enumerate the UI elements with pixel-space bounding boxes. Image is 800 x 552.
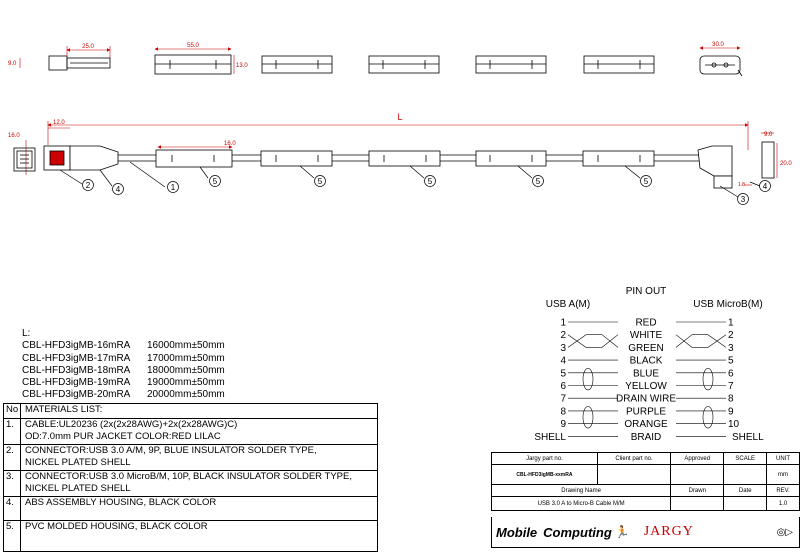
pin-right-number: 5 bbox=[728, 355, 734, 367]
wire-color-label: YELLOW bbox=[625, 381, 667, 392]
ferrite-detail-3 bbox=[369, 56, 439, 73]
tb-client-part-no-label: Client part no. bbox=[597, 453, 670, 465]
length-value: 19000mm±50mm bbox=[147, 377, 225, 389]
pin-right-number: 10 bbox=[728, 419, 740, 431]
dim-micro-w: 9.0 bbox=[764, 132, 773, 138]
ferrite-detail-2 bbox=[262, 56, 332, 73]
material-desc bbox=[21, 471, 352, 496]
logo-jargy: JARGY bbox=[643, 524, 694, 539]
length-value: 17000mm±50mm bbox=[147, 352, 225, 364]
pin-right-number: 1 bbox=[728, 317, 734, 329]
projection-symbol-icon: ◎▷ bbox=[776, 526, 793, 538]
pin-left-number: 8 bbox=[560, 406, 566, 418]
material-line: NICKEL PLATED SHELL bbox=[25, 482, 131, 494]
tb-drawing-name-value: USB 3.0 A to Micro-B Cable M/M bbox=[492, 497, 671, 511]
material-desc bbox=[21, 445, 317, 470]
wire-color-label: DRAIN WIRE bbox=[616, 393, 676, 405]
callout-1: 1 bbox=[170, 183, 176, 192]
pin-left-number: 7 bbox=[560, 393, 566, 405]
dim-micro-h: 20.0 bbox=[780, 161, 792, 167]
wire-color-label: BLUE bbox=[632, 368, 660, 380]
ferrite-detail-1 bbox=[155, 55, 231, 74]
material-no: 3. bbox=[4, 471, 21, 496]
material-desc bbox=[21, 497, 216, 520]
part-number: CBL-HFD3igMB-17mRA bbox=[22, 352, 131, 364]
tb-drawing-name-label: Drawing Name bbox=[492, 485, 671, 497]
length-value: 20000mm±50mm bbox=[147, 389, 225, 401]
material-desc bbox=[21, 521, 208, 551]
material-line: PVC MOLDED HOUSING, BLACK COLOR bbox=[25, 521, 208, 532]
wire-color-label: WHITE bbox=[629, 330, 663, 342]
dim-micro-len: 30.0 bbox=[712, 42, 724, 48]
pin-left-number: 3 bbox=[560, 342, 566, 354]
pin-right-number: 2 bbox=[728, 330, 734, 342]
materials-title: MATERIALS LIST: bbox=[25, 404, 103, 415]
wire-color-label: BLACK bbox=[629, 355, 663, 367]
shield-ellipse bbox=[583, 368, 593, 390]
material-no: 4. bbox=[4, 497, 21, 520]
material-line: ABS ASSEMBLY HOUSING, BLACK COLOR bbox=[25, 497, 217, 508]
pin-left-number: 5 bbox=[560, 368, 566, 380]
pin-left-number: SHELL bbox=[534, 431, 566, 443]
plug-a-detail bbox=[49, 56, 110, 70]
pinout-right-header: USB MicroB(M) bbox=[693, 299, 763, 310]
wire-color-label: RED bbox=[635, 317, 657, 329]
pin-right-number: 3 bbox=[728, 342, 734, 354]
material-desc bbox=[21, 419, 237, 444]
length-value: 18000mm±50mm bbox=[147, 364, 225, 376]
tb-approved-value bbox=[671, 465, 724, 485]
dim-plug-a-w: 16.0 bbox=[8, 133, 20, 139]
dim-plug-a-len: 25.0 bbox=[82, 44, 94, 50]
pin-left-number: 2 bbox=[560, 330, 566, 342]
callout-4b: 4 bbox=[762, 182, 768, 191]
tb-drawn-value bbox=[671, 497, 724, 511]
length-row bbox=[22, 353, 225, 365]
tb-unit-label: UNIT bbox=[767, 453, 800, 465]
tb-date-value bbox=[724, 497, 767, 511]
pinout-left-header: USB A(M) bbox=[545, 299, 591, 310]
pin-right-number: 8 bbox=[728, 393, 734, 405]
material-line: NICKEL PLATED SHELL bbox=[25, 456, 131, 468]
logo-computing: Computing bbox=[543, 524, 612, 540]
dim-ferrite-h: 13.0 bbox=[236, 63, 248, 69]
callout-5a: 5 bbox=[212, 177, 218, 186]
material-no: 5. bbox=[4, 521, 21, 551]
tb-jargy-part-no-label: Jargy part no. bbox=[492, 453, 598, 465]
part-number: CBL-HFD3igMB-18mRA bbox=[22, 364, 131, 376]
part-number: CBL-HFD3igMB-20mRA bbox=[22, 389, 131, 401]
material-no: 2. bbox=[4, 445, 21, 470]
ferrite-5 bbox=[583, 151, 654, 166]
length-list-title: L: bbox=[22, 328, 31, 339]
dim-ferrite-small: 16.0 bbox=[224, 141, 236, 147]
callout-5c: 5 bbox=[427, 177, 433, 186]
length-value: 16000mm±50mm bbox=[147, 340, 225, 352]
runner-icon: 🏃 bbox=[614, 525, 630, 539]
dim-plug-a-h: 9.0 bbox=[8, 61, 17, 67]
length-row bbox=[22, 377, 225, 389]
material-line: OD:7.0mm PUR JACKET COLOR:RED LILAC bbox=[25, 430, 221, 442]
length-row bbox=[22, 389, 225, 401]
length-list bbox=[22, 328, 225, 402]
tb-client-part-no-value bbox=[597, 465, 670, 485]
pin-left-number: 4 bbox=[560, 355, 566, 367]
tb-part-no-value: CBL-HFD3igMB-xxmRA bbox=[492, 465, 598, 485]
tb-approved-label: Approved bbox=[671, 453, 724, 465]
part-number: CBL-HFD3igMB-16mRA bbox=[22, 340, 131, 352]
part-number: CBL-HFD3igMB-19mRA bbox=[22, 377, 131, 389]
ferrite-3 bbox=[369, 151, 440, 166]
tb-drawn-label: Drawn bbox=[671, 485, 724, 497]
usb-a-plug bbox=[44, 146, 118, 170]
pin-left-number: 9 bbox=[560, 419, 566, 431]
tb-unit-value: mm bbox=[767, 465, 800, 485]
dim-L: L bbox=[397, 112, 403, 122]
ferrite-4 bbox=[476, 151, 546, 166]
shield-ellipse bbox=[703, 406, 713, 428]
length-row bbox=[22, 365, 225, 377]
callout-4: 4 bbox=[115, 185, 121, 194]
shield-ellipse bbox=[583, 406, 593, 428]
pinout-title: PIN OUT bbox=[625, 286, 667, 297]
ferrite-1 bbox=[156, 150, 232, 167]
ferrite-detail-4 bbox=[476, 56, 546, 73]
pin-right-number: 6 bbox=[728, 368, 734, 380]
callout-5b: 5 bbox=[317, 177, 323, 186]
tb-rev-label: REV. bbox=[767, 485, 800, 497]
dim-cable-left: 12.0 bbox=[53, 120, 65, 126]
logo-mobile: Mobile bbox=[496, 524, 538, 540]
wire-color-label: GREEN bbox=[628, 342, 664, 354]
tb-rev-value: 1.0 bbox=[767, 497, 800, 511]
material-no: 1. bbox=[4, 419, 21, 444]
material-line: CONNECTOR:USB 3.0 MicroB/M, 10P, BLACK INSULATOR SOLDER TYPE, bbox=[25, 471, 352, 482]
callout-3: 3 bbox=[740, 195, 746, 204]
pinout-diagram bbox=[530, 280, 800, 445]
ferrite-detail-5 bbox=[584, 56, 654, 73]
callout-2: 2 bbox=[85, 181, 91, 190]
material-line: CABLE:UL20236 (2x(2x28AWG)+2x(2x28AWG)C) bbox=[25, 419, 238, 430]
materials-list bbox=[3, 403, 378, 552]
callout-5d: 5 bbox=[535, 177, 541, 186]
pin-left-number: 6 bbox=[560, 381, 566, 392]
wire-color-label: ORANGE bbox=[624, 419, 668, 431]
callout-5e: 5 bbox=[643, 177, 649, 186]
ferrite-2 bbox=[261, 151, 332, 166]
materials-no-header: No bbox=[4, 404, 21, 418]
material-line: CONNECTOR:USB 3.0 A/M, 9P, BLUE INSULATOR SOLDER TYPE, bbox=[25, 445, 317, 456]
pin-right-number: SHELL bbox=[732, 431, 764, 443]
tb-scale-label: SCALE bbox=[724, 453, 767, 465]
pin-right-number: 9 bbox=[728, 406, 734, 418]
cable-drawing bbox=[0, 0, 800, 260]
pin-left-number: 1 bbox=[560, 317, 566, 329]
pin-right-number: 7 bbox=[728, 381, 734, 392]
length-row bbox=[22, 340, 225, 352]
usb-a-end-view bbox=[14, 148, 35, 171]
tb-logo-row bbox=[491, 517, 800, 548]
tb-scale-value bbox=[724, 465, 767, 485]
wire-color-label: PURPLE bbox=[625, 406, 667, 418]
title-block bbox=[491, 452, 800, 549]
shield-ellipse bbox=[703, 368, 713, 390]
dim-ferrite-len: 55.0 bbox=[187, 43, 199, 49]
tb-date-label: Date bbox=[724, 485, 767, 497]
wire-color-label: BRAID bbox=[630, 431, 662, 443]
dim-micro-small: 1.8 bbox=[738, 182, 745, 188]
micro-b-detail bbox=[700, 56, 742, 76]
